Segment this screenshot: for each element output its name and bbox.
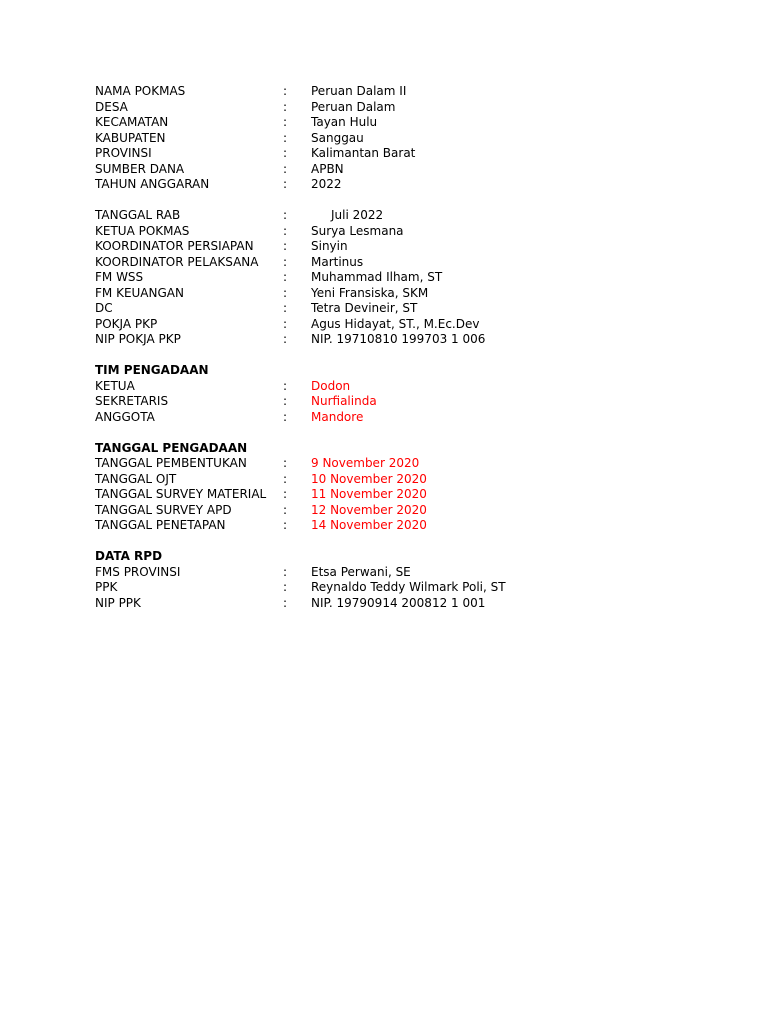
field-value: Dodon — [311, 378, 351, 393]
field-value: 9 November 2020 — [311, 456, 420, 470]
personnel-section — [95, 208, 695, 348]
field-label: TANGGAL SURVEY MATERIAL — [95, 487, 267, 501]
field-colon: : — [283, 471, 288, 486]
info-row-tanggal-pembentukan — [95, 456, 695, 472]
field-colon: : — [283, 394, 288, 408]
field-colon: : — [283, 130, 288, 145]
section-heading: TIM PENGADAAN — [95, 363, 209, 377]
info-row-kabupaten — [95, 131, 695, 147]
info-row-tanggal-survey-material — [95, 487, 695, 503]
info-row-nip-pokja-pkp — [95, 332, 695, 348]
info-row-pokja-pkp — [95, 317, 695, 333]
info-row-sekretaris — [95, 394, 695, 410]
field-label: KOORDINATOR PERSIAPAN — [95, 239, 254, 253]
field-colon: : — [283, 378, 288, 393]
field-label: DC — [95, 301, 113, 315]
info-row-nama-pokmas — [95, 84, 695, 100]
info-row-dc — [95, 301, 695, 317]
info-row-fm-keuangan — [95, 286, 695, 302]
field-label: TANGGAL OJT — [95, 471, 177, 486]
field-value: 11 November 2020 — [311, 487, 427, 501]
info-row-ppk — [95, 580, 695, 596]
field-label: TANGGAL PENETAPAN — [95, 518, 226, 532]
field-colon: : — [283, 564, 288, 579]
field-value: Reynaldo Teddy Wilmark Poli, ST — [311, 580, 506, 594]
tim-pengadaan-section — [95, 363, 695, 425]
field-colon: : — [283, 502, 288, 517]
field-label: KOORDINATOR PELAKSANA — [95, 254, 259, 269]
field-value: 10 November 2020 — [311, 471, 427, 486]
data-rpd-section — [95, 549, 695, 611]
field-value: Nurfialinda — [311, 394, 377, 408]
field-value: Juli 2022 — [331, 208, 384, 222]
info-row-koordinator-persiapan — [95, 239, 695, 255]
info-row-kecamatan — [95, 115, 695, 131]
field-colon: : — [283, 518, 288, 532]
field-colon: : — [283, 409, 288, 424]
field-label: TANGGAL RAB — [95, 208, 181, 222]
info-row-provinsi — [95, 146, 695, 162]
info-row-tanggal-survey-apd — [95, 503, 695, 519]
field-label: PPK — [95, 580, 118, 594]
field-label: KECAMATAN — [95, 115, 169, 129]
section-heading: DATA RPD — [95, 549, 163, 563]
field-label: NIP PPK — [95, 595, 141, 610]
field-value: NIP. 19790914 200812 1 001 — [311, 595, 486, 610]
field-colon: : — [283, 285, 288, 300]
field-value: Peruan Dalam II — [311, 84, 407, 98]
field-value: Tetra Devineir, ST — [311, 301, 418, 315]
field-value: Tayan Hulu — [311, 115, 378, 129]
field-value: Sanggau — [311, 130, 364, 145]
field-colon: : — [283, 161, 288, 176]
field-value: Agus Hidayat, ST., M.Ec.Dev — [311, 316, 480, 331]
field-colon: : — [283, 115, 288, 129]
document-sheet — [95, 84, 695, 611]
info-row-fm-wss — [95, 270, 695, 286]
field-label: NIP POKJA PKP — [95, 332, 181, 346]
field-label: FM WSS — [95, 270, 144, 284]
field-colon: : — [283, 99, 288, 114]
field-value: Peruan Dalam — [311, 99, 396, 114]
field-label: TANGGAL PEMBENTUKAN — [95, 456, 247, 470]
field-colon: : — [283, 254, 288, 269]
field-value: NIP. 19710810 199703 1 006 — [311, 332, 486, 346]
field-value: 2022 — [311, 177, 342, 191]
field-value: Martinus — [311, 254, 364, 269]
info-row-tanggal-ojt — [95, 472, 695, 488]
field-colon: : — [283, 332, 288, 346]
info-row-tanggal-penetapan — [95, 518, 695, 534]
field-value: Yeni Fransiska, SKM — [311, 285, 429, 300]
field-value: Sinyin — [311, 239, 348, 253]
field-value: Surya Lesmana — [311, 223, 404, 238]
field-colon: : — [283, 270, 288, 284]
field-label: SEKRETARIS — [95, 394, 169, 408]
field-colon: : — [283, 580, 288, 594]
field-value: Kalimantan Barat — [311, 146, 416, 160]
info-row-tanggal-rab — [95, 208, 695, 224]
info-row-ketua — [95, 379, 695, 395]
field-value: 12 November 2020 — [311, 502, 427, 517]
field-value: Mandore — [311, 409, 364, 424]
field-colon: : — [283, 239, 288, 253]
tanggal-pengadaan-section — [95, 441, 695, 534]
info-row-sumber-dana — [95, 162, 695, 178]
field-label: POKJA PKP — [95, 316, 158, 331]
field-label: FMS PROVINSI — [95, 564, 181, 579]
field-value: Etsa Perwani, SE — [311, 564, 411, 579]
info-row-desa — [95, 100, 695, 116]
info-row-nip-ppk — [95, 596, 695, 612]
field-colon: : — [283, 208, 288, 222]
field-label: SUMBER DANA — [95, 161, 185, 176]
field-colon: : — [283, 456, 288, 470]
field-label: DESA — [95, 99, 128, 114]
field-colon: : — [283, 301, 288, 315]
field-colon: : — [283, 316, 288, 331]
field-label: KABUPATEN — [95, 130, 166, 145]
section-heading: TANGGAL PENGADAAN — [95, 440, 248, 455]
field-colon: : — [283, 223, 288, 238]
field-colon: : — [283, 84, 288, 98]
field-label: TANGGAL SURVEY APD — [95, 502, 232, 517]
field-label: KETUA POKMAS — [95, 223, 190, 238]
field-colon: : — [283, 595, 288, 610]
info-row-anggota — [95, 410, 695, 426]
field-value: APBN — [311, 161, 344, 176]
field-label: PROVINSI — [95, 146, 152, 160]
general-info-section — [95, 84, 695, 193]
field-label: NAMA POKMAS — [95, 84, 186, 98]
field-label: ANGGOTA — [95, 409, 155, 424]
info-row-koordinator-pelaksana — [95, 255, 695, 271]
field-label: TAHUN ANGGARAN — [95, 177, 210, 191]
field-colon: : — [283, 487, 288, 501]
field-colon: : — [283, 146, 288, 160]
field-value: Muhammad Ilham, ST — [311, 270, 443, 284]
field-value: 14 November 2020 — [311, 518, 427, 532]
info-row-fms-provinsi — [95, 565, 695, 581]
field-label: KETUA — [95, 378, 135, 393]
info-row-tahun-anggaran — [95, 177, 695, 193]
field-colon: : — [283, 177, 288, 191]
field-label: FM KEUANGAN — [95, 285, 184, 300]
info-row-ketua-pokmas — [95, 224, 695, 240]
